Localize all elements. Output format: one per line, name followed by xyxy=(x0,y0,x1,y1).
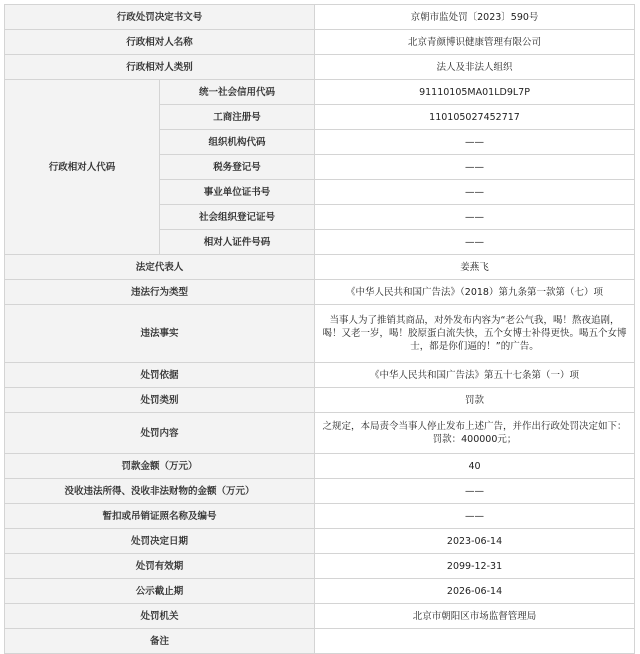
party-name-value: 北京青颜博识健康管理有限公司 xyxy=(315,30,635,55)
row-penalty-content xyxy=(5,413,635,454)
row-decision-no xyxy=(5,5,635,30)
license-revoke-value: —— xyxy=(315,504,635,529)
penalty-content-value: 之规定，本局责令当事人停止发布上述广告，并作出行政处罚决定如下：罚款：400000元； xyxy=(315,413,635,454)
party-code-label: 行政相对人代码 xyxy=(5,80,160,255)
social-org-reg-value: —— xyxy=(315,205,635,230)
row-legal-rep xyxy=(5,255,635,280)
row-valid-until xyxy=(5,554,635,579)
row-publicity-end xyxy=(5,579,635,604)
row-violation-facts xyxy=(5,305,635,363)
violation-type-value: 《中华人民共和国广告法》（2018）第九条第一款第（七）项 xyxy=(315,280,635,305)
legal-rep-label: 法定代表人 xyxy=(5,255,315,280)
institution-cert-value: —— xyxy=(315,180,635,205)
credit-code-label: 统一社会信用代码 xyxy=(160,80,315,105)
tax-reg-value: —— xyxy=(315,155,635,180)
fine-amount-value: 40 xyxy=(315,454,635,479)
confiscation-amount-value: —— xyxy=(315,479,635,504)
row-authority xyxy=(5,604,635,629)
party-type-label: 行政相对人类别 xyxy=(5,55,315,80)
authority-value: 北京市朝阳区市场监督管理局 xyxy=(315,604,635,629)
penalty-category-label: 处罚类别 xyxy=(5,388,315,413)
party-type-value: 法人及非法人组织 xyxy=(315,55,635,80)
authority-label: 处罚机关 xyxy=(5,604,315,629)
tax-reg-label: 税务登记号 xyxy=(160,155,315,180)
decision-date-label: 处罚决定日期 xyxy=(5,529,315,554)
row-confiscation-amount xyxy=(5,479,635,504)
valid-until-value: 2099-12-31 xyxy=(315,554,635,579)
penalty-basis-value: 《中华人民共和国广告法》第五十七条第（一）项 xyxy=(315,363,635,388)
decision-date-value: 2023-06-14 xyxy=(315,529,635,554)
remarks-label: 备注 xyxy=(5,629,315,654)
org-code-value: —— xyxy=(315,130,635,155)
row-penalty-category xyxy=(5,388,635,413)
violation-facts-label: 违法事实 xyxy=(5,305,315,363)
person-id-label: 相对人证件号码 xyxy=(160,230,315,255)
publicity-end-value: 2026-06-14 xyxy=(315,579,635,604)
institution-cert-label: 事业单位证书号 xyxy=(160,180,315,205)
decision-no-label: 行政处罚决定书文号 xyxy=(5,5,315,30)
penalty-basis-label: 处罚依据 xyxy=(5,363,315,388)
row-license-revoke xyxy=(5,504,635,529)
social-org-reg-label: 社会组织登记证号 xyxy=(160,205,315,230)
business-reg-value: 110105027452717 xyxy=(315,105,635,130)
org-code-label: 组织机构代码 xyxy=(160,130,315,155)
violation-facts-value: 当事人为了推销其商品，对外发布内容为“老公气我，喝！熬夜追剧，喝！又老一岁，喝！胶原蛋白流失快，五个女博士补得更快。喝五个女博士，都是你们逼的！”的广告。 xyxy=(315,305,635,363)
business-reg-label: 工商注册号 xyxy=(160,105,315,130)
publicity-end-label: 公示截止期 xyxy=(5,579,315,604)
row-violation-type xyxy=(5,280,635,305)
penalty-content-label: 处罚内容 xyxy=(5,413,315,454)
legal-rep-value: 姜燕飞 xyxy=(315,255,635,280)
row-penalty-basis xyxy=(5,363,635,388)
remarks-value xyxy=(315,629,635,654)
credit-code-value: 91110105MA01LD9L7P xyxy=(315,80,635,105)
confiscation-amount-label: 没收违法所得、没收非法财物的金额（万元） xyxy=(5,479,315,504)
row-party-type xyxy=(5,55,635,80)
violation-type-label: 违法行为类型 xyxy=(5,280,315,305)
party-name-label: 行政相对人名称 xyxy=(5,30,315,55)
penalty-record-table xyxy=(4,4,635,654)
fine-amount-label: 罚款金额（万元） xyxy=(5,454,315,479)
row-fine-amount xyxy=(5,454,635,479)
row-decision-date xyxy=(5,529,635,554)
person-id-value: —— xyxy=(315,230,635,255)
decision-no-value: 京朝市监处罚〔2023〕590号 xyxy=(315,5,635,30)
row-remarks xyxy=(5,629,635,654)
valid-until-label: 处罚有效期 xyxy=(5,554,315,579)
penalty-category-value: 罚款 xyxy=(315,388,635,413)
license-revoke-label: 暂扣或吊销证照名称及编号 xyxy=(5,504,315,529)
row-credit-code xyxy=(5,80,635,105)
row-party-name xyxy=(5,30,635,55)
